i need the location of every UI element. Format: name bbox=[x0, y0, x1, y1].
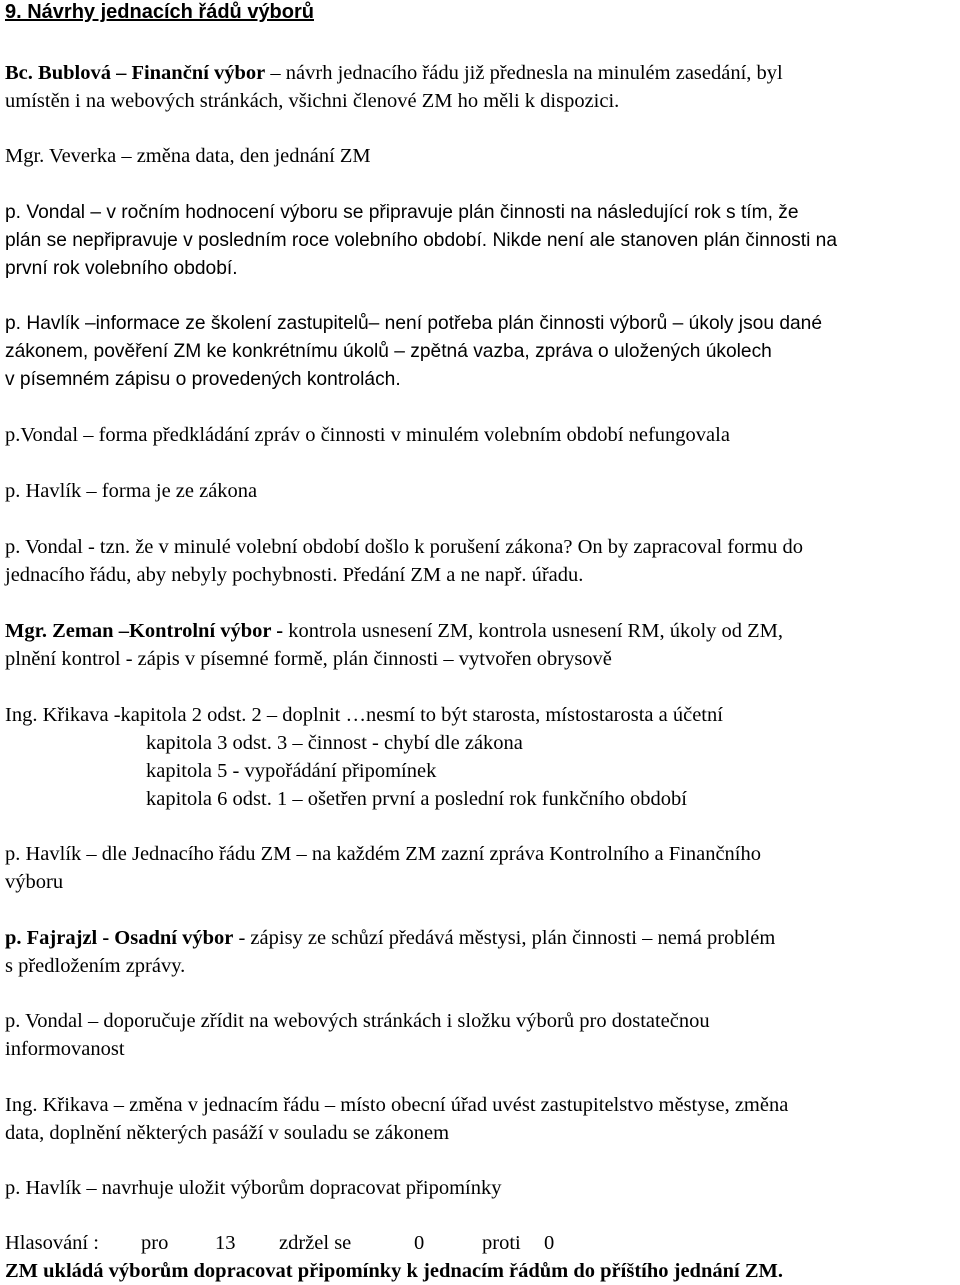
paragraph-vondal-3 bbox=[5, 533, 956, 589]
section-heading: 9. Návrhy jednacích řádů výborů bbox=[5, 1, 314, 23]
paragraph-zeman bbox=[5, 617, 956, 673]
text-line: jednacího řádu, aby nebyly pochybnosti. Předání ZM a ne např. úřadu. bbox=[5, 564, 584, 586]
vote-label: Hlasování : bbox=[5, 1232, 99, 1254]
text-line: p. Vondal – doporučuje zřídit na webových stránkách i složku výborů pro dostatečnou bbox=[5, 1010, 710, 1032]
vote-line bbox=[5, 1229, 956, 1257]
text-line: kontrola usnesení ZM, kontrola usnesení RM, úkoly od ZM, bbox=[288, 620, 784, 642]
speaker-fajrajzl: p. Fajrajzl - Osadní výbor bbox=[5, 927, 234, 949]
vote-proti-value: 0 bbox=[544, 1232, 555, 1254]
text-line: p. Vondal - tzn. že v minulé volební období došlo k porušení zákona? On by zapracoval formu do bbox=[5, 536, 803, 558]
paragraph-krikava-2 bbox=[5, 1091, 956, 1147]
text-line: plnění kontrol - zápis v písemné formě, plán činnosti – vytvořen obrysově bbox=[5, 648, 612, 670]
vote-zdrzel-value: 0 bbox=[414, 1232, 425, 1254]
speaker-zeman: Mgr. Zeman –Kontrolní výbor - bbox=[5, 620, 289, 642]
text-line: kapitola 5 - vypořádání připomínek bbox=[146, 760, 437, 782]
text-line: p. Havlík –informace ze školení zastupitelů– není potřeba plán činnosti výborů – úkoly jsou dané bbox=[5, 313, 823, 334]
paragraph-veverka: Mgr. Veverka – změna data, den jednání ZM bbox=[5, 145, 371, 167]
paragraph-vondal-1 bbox=[5, 199, 956, 283]
text-line: Ing. Křikava -kapitola 2 odst. 2 – doplnit …nesmí to být starosta, místostarosta a účetní bbox=[5, 704, 723, 726]
paragraph-havlik-4: p. Havlík – navrhuje uložit výborům dopracovat připomínky bbox=[5, 1177, 502, 1199]
vote-pro-label: pro bbox=[141, 1232, 169, 1254]
text-line: Ing. Křikava – změna v jednacím řádu – místo obecní úřad uvést zastupitelstvo městyse, změna bbox=[5, 1094, 789, 1116]
text-line: data, doplnění některých pasáží v souladu se zákonem bbox=[5, 1122, 450, 1144]
paragraph-bublova bbox=[5, 59, 956, 115]
text-line: – návrh jednacího řádu již přednesla na minulém zasedání, byl bbox=[265, 62, 783, 84]
text-line: první rok volebního období. bbox=[5, 258, 238, 279]
text-line: p. Havlík – dle Jednacího řádu ZM – na každém ZM zazní zpráva Kontrolního a Finančního bbox=[5, 843, 761, 865]
paragraph-fajrajzl bbox=[5, 924, 956, 980]
text-line: s předložením zprávy. bbox=[5, 955, 186, 977]
text-line: plán se nepřipravuje v posledním roce volebního období. Nikde není ale stanoven plán činnosti na bbox=[5, 230, 838, 251]
paragraph-vondal-2: p.Vondal – forma předkládání zpráv o činnosti v minulém volebním období nefungovala bbox=[5, 424, 730, 446]
paragraph-havlik-1 bbox=[5, 310, 956, 394]
text-line: umístěn i na webových stránkách, všichni členové ZM ho měli k dispozici. bbox=[5, 90, 620, 112]
text-line: v písemném zápisu o provedených kontrolách. bbox=[5, 369, 401, 390]
paragraph-krikava-1 bbox=[5, 701, 956, 813]
text-line: zákonem, pověření ZM ke konkrétnímu úkolů – zpětná vazba, zpráva o uložených úkolech bbox=[5, 341, 772, 362]
paragraph-vondal-4 bbox=[5, 1007, 956, 1063]
text-line: p. Vondal – v ročním hodnocení výboru se připravuje plán činnosti na následující rok s tím, že bbox=[5, 202, 799, 223]
speaker-bublova: Bc. Bublová – Finanční výbor bbox=[5, 62, 266, 84]
paragraph-havlik-3 bbox=[5, 840, 956, 896]
vote-proti-label: proti bbox=[482, 1232, 521, 1254]
resolution: ZM ukládá výborům dopracovat připomínky k jednacím řádům do příštího jednání ZM. bbox=[5, 1260, 783, 1282]
text-line: informovanost bbox=[5, 1038, 125, 1060]
vote-pro-value: 13 bbox=[215, 1232, 236, 1254]
paragraph-havlik-2: p. Havlík – forma je ze zákona bbox=[5, 480, 258, 502]
vote-zdrzel-label: zdržel se bbox=[279, 1232, 352, 1254]
text-line: výboru bbox=[5, 871, 64, 893]
text-line: - zápisy ze schůzí předává městysi, plán činnosti – nemá problém bbox=[233, 927, 776, 949]
text-line: kapitola 6 odst. 1 – ošetřen první a poslední rok funkčního období bbox=[146, 788, 687, 810]
text-line: kapitola 3 odst. 3 – činnost - chybí dle zákona bbox=[146, 732, 523, 754]
